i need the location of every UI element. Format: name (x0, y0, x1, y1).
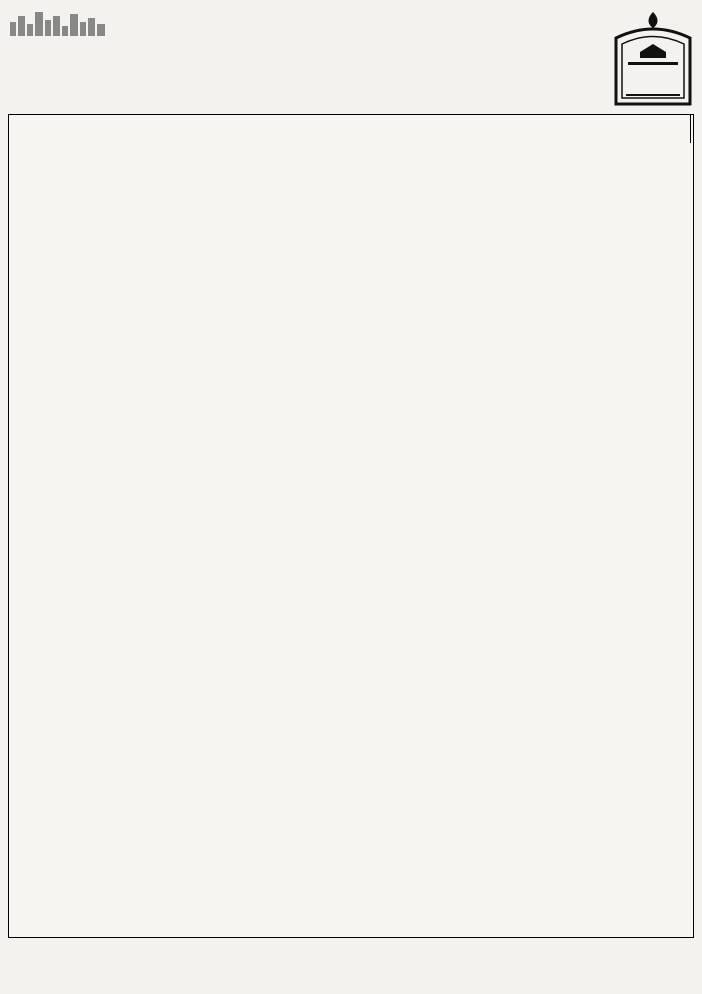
col-header-open-date (691, 115, 693, 143)
furas-logo (6, 8, 114, 64)
opportunities-table (8, 114, 694, 938)
university-logo (612, 10, 694, 106)
header (0, 0, 702, 114)
table-header-row (9, 115, 693, 143)
